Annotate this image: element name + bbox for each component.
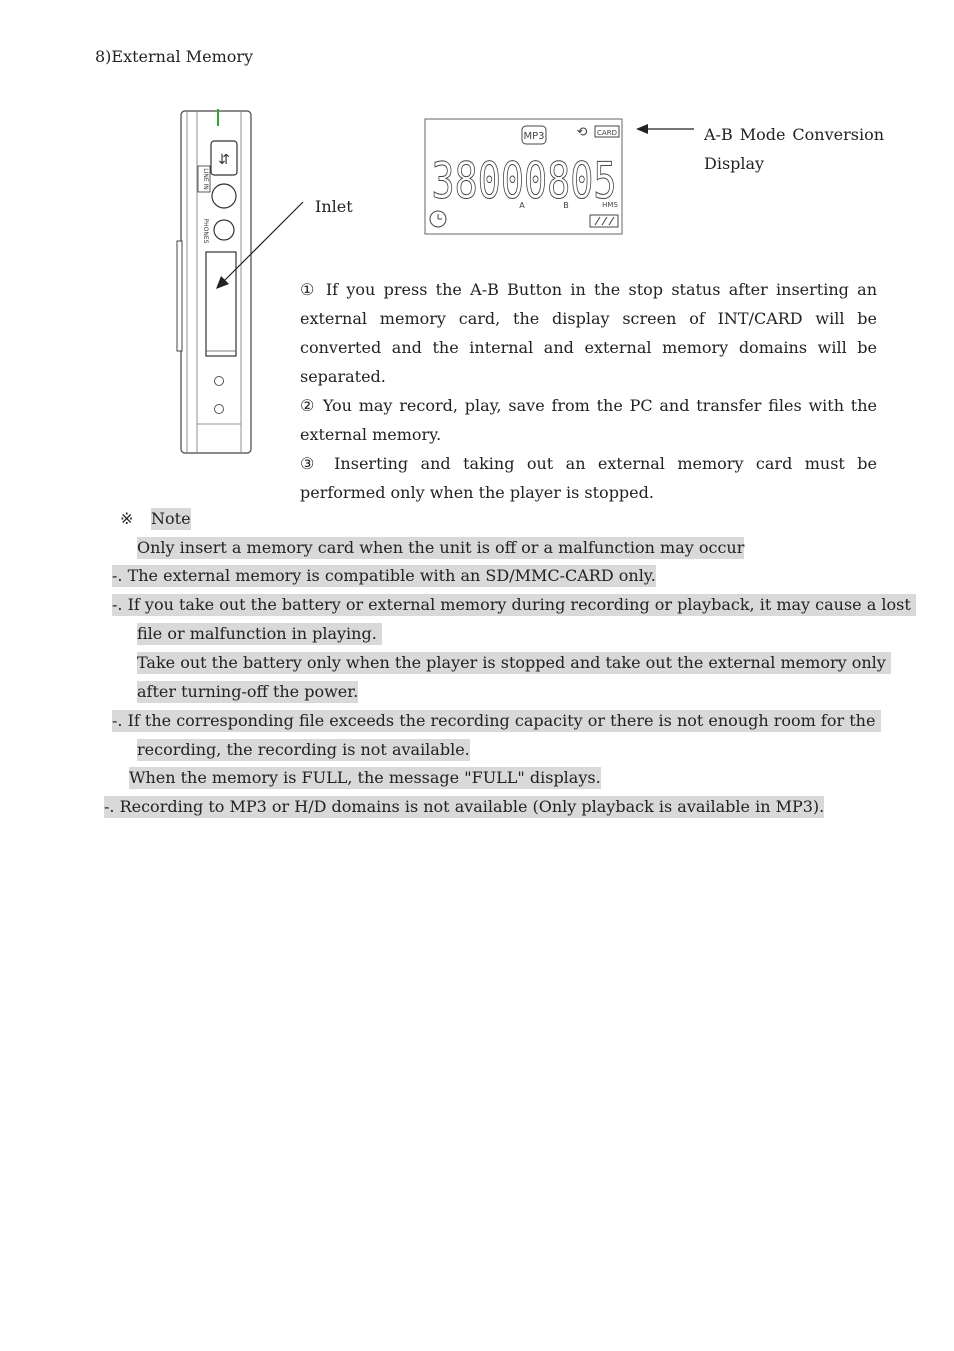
step-3: ③ Inserting and taking out an external memory card must be performed only when the player is stopped.	[300, 454, 877, 502]
note-line: -. If the corresponding file exceeds the recording capacity or there is not enough room for the	[112, 711, 881, 730]
lcd-digits: 38000805	[431, 152, 617, 210]
note-symbol: ※	[120, 509, 134, 528]
phones-label: PHONES	[202, 218, 209, 244]
note-line: Take out the battery only when the player is stopped and take out the external memory only	[137, 653, 891, 672]
marker-b: B	[563, 201, 569, 210]
line-in-label: LINE IN	[202, 168, 209, 190]
inlet-label: Inlet	[315, 197, 353, 216]
note-line: recording, the recording is not available.	[137, 740, 470, 759]
note-line: after turning-off the power.	[137, 682, 359, 701]
section-heading: 8)External Memory	[95, 47, 254, 66]
note-line: -. If you take out the battery or external memory during recording or playback, it may cause a lost	[112, 595, 916, 614]
note-line: -. The external memory is compatible with an SD/MMC-CARD only.	[112, 566, 656, 585]
step-2: ② You may record, play, save from the PC and transfer files with the external memory.	[300, 396, 877, 444]
card-badge: CARD	[597, 129, 617, 137]
ab-mode-label-line2: Display	[704, 154, 765, 173]
note-title: Note	[151, 509, 191, 528]
ab-mode-label-line1: A-B Mode Conversion	[704, 125, 884, 144]
note-line: -. Recording to MP3 or H/D domains is not available (Only playback is available in MP3).	[104, 797, 825, 816]
svg-text:⇵: ⇵	[218, 152, 230, 168]
note-line: Only insert a memory card when the unit is off or a malfunction may occur	[137, 538, 745, 557]
note-line: When the memory is FULL, the message "FULL" displays.	[129, 768, 601, 787]
mp3-badge: MP3	[523, 131, 545, 142]
step-1: ① If you press the A-B Button in the stop status after inserting an external memory card, the display screen of INT/CARD will be converted and the internal and external memory domains will be separated.	[300, 280, 877, 386]
hms-unit: HMS	[602, 201, 618, 209]
repeat-ab-icon: ⟲	[576, 125, 588, 140]
note-line: file or malfunction in playing.	[137, 624, 382, 643]
marker-a: A	[519, 201, 525, 210]
